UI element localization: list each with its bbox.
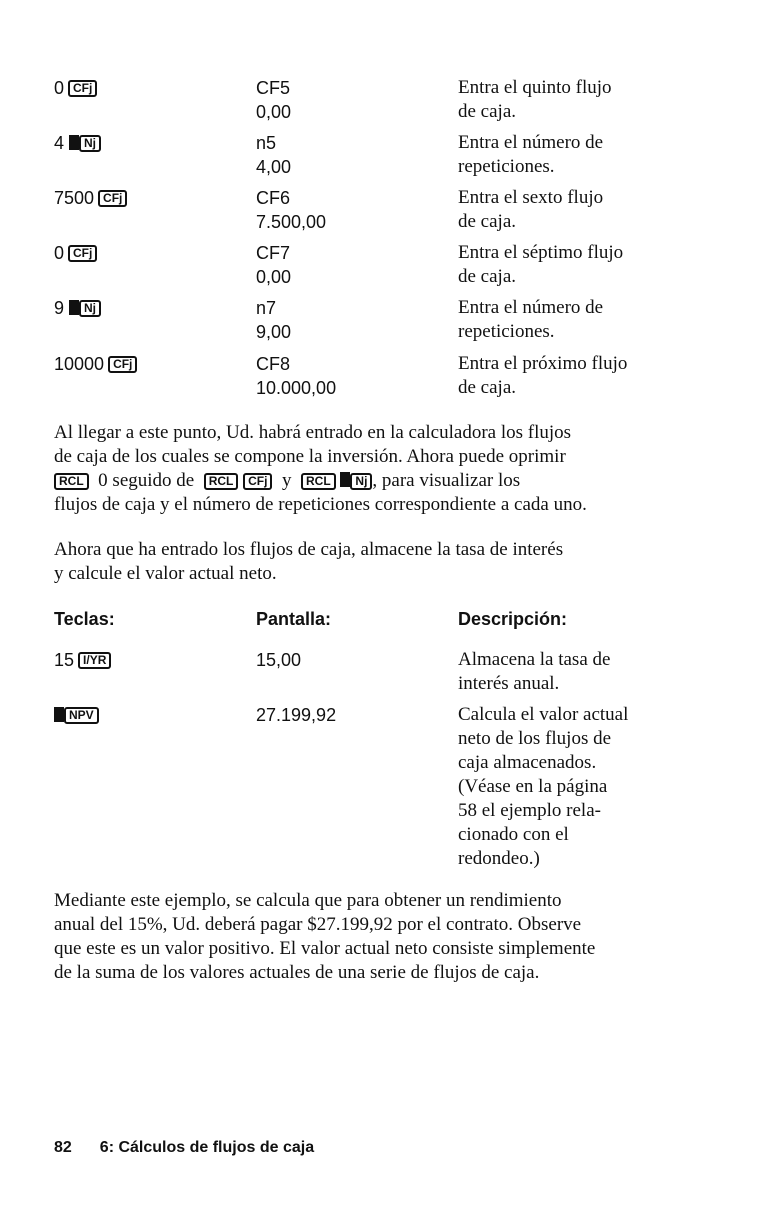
paragraph-intro xyxy=(54,538,672,586)
page-number: 82 xyxy=(54,1139,72,1156)
key-sequence xyxy=(54,703,99,727)
display-value xyxy=(256,241,291,289)
key-number: 7500 xyxy=(54,188,95,208)
description-line: (Véase en la página xyxy=(458,776,608,797)
paragraph-line: que este es un valor positivo. El valor actual neto consiste simplemente xyxy=(54,938,596,959)
text-fragment: 0 seguido de xyxy=(98,470,195,491)
paragraph-line: anual del 15%, Ud. deberá pagar $27.199,92 por el contrato. Observe xyxy=(54,914,582,935)
page-footer xyxy=(54,1139,314,1157)
display-value: 27.199,92 xyxy=(256,705,337,725)
key-sequence xyxy=(54,296,101,320)
description-line: repeticiones. xyxy=(458,321,555,342)
display-line: 10.000,00 xyxy=(256,378,337,398)
description-line: Calcula el valor actual xyxy=(458,704,629,725)
cfj-key: CFj xyxy=(68,245,97,262)
key-number: 0 xyxy=(54,243,65,263)
description-line: repeticiones. xyxy=(458,156,555,177)
description-line: interés anual. xyxy=(458,673,560,694)
description xyxy=(458,352,748,400)
paragraph-line: de caja de los cuales se compone la inversión. Ahora puede oprimir xyxy=(54,446,566,467)
cfj-key: CFj xyxy=(68,80,97,97)
key-sequence xyxy=(54,76,97,100)
rcl-key: RCL xyxy=(204,473,239,490)
description-line: de caja. xyxy=(458,101,517,122)
display-value xyxy=(256,352,336,400)
rcl-key: RCL xyxy=(301,473,336,490)
shift-key-icon xyxy=(69,135,79,150)
cfj-key: CFj xyxy=(108,356,137,373)
display-line: 7.500,00 xyxy=(256,212,327,232)
text-fragment: , para visualizar los xyxy=(372,470,521,491)
paragraph-conclusion xyxy=(54,889,672,985)
description xyxy=(458,241,748,289)
description xyxy=(458,76,748,124)
shift-key-icon xyxy=(340,472,350,487)
description xyxy=(458,648,748,696)
description xyxy=(458,186,748,234)
display-value xyxy=(256,296,291,344)
cfj-key: CFj xyxy=(243,473,272,490)
key-number: 4 xyxy=(54,133,65,153)
iyr-key: I/YR xyxy=(78,652,111,669)
description-line: Almacena la tasa de xyxy=(458,649,611,670)
display-line: CF7 xyxy=(256,243,291,263)
header-description: Descripción: xyxy=(458,609,568,629)
description xyxy=(458,703,748,871)
nj-key: Nj xyxy=(79,300,101,317)
description-line: Entra el séptimo flujo xyxy=(458,242,624,263)
display-line: 4,00 xyxy=(256,157,292,177)
key-sequence xyxy=(54,352,137,376)
chapter-title: 6: Cálculos de flujos de caja xyxy=(99,1139,315,1156)
paragraph-line: de la suma de los valores actuales de una serie de flujos de caja. xyxy=(54,962,540,983)
description-line: Entra el número de xyxy=(458,297,604,318)
description-line: de caja. xyxy=(458,377,517,398)
key-sequence xyxy=(54,241,97,265)
key-number: 10000 xyxy=(54,354,105,374)
key-number: 0 xyxy=(54,78,65,98)
description-line: Entra el sexto flujo xyxy=(458,187,604,208)
header-display: Pantalla: xyxy=(256,609,332,629)
header-keys: Teclas: xyxy=(54,609,115,629)
description xyxy=(458,296,748,344)
display-value xyxy=(256,186,326,234)
paragraph-instructions xyxy=(54,421,672,517)
paragraph-line: y calcule el valor actual neto. xyxy=(54,563,277,584)
description-line: Entra el próximo flujo xyxy=(458,353,628,374)
display-value: 15,00 xyxy=(256,650,302,670)
rcl-key: RCL xyxy=(54,473,89,490)
paragraph-line xyxy=(54,469,672,493)
key-sequence xyxy=(54,131,101,155)
description-line: redondeo.) xyxy=(458,848,540,869)
description-line: 58 el ejemplo rela- xyxy=(458,800,601,821)
display-line: 0,00 xyxy=(256,102,292,122)
description-line: de caja. xyxy=(458,211,517,232)
display-value xyxy=(256,76,291,124)
display-line: CF5 xyxy=(256,78,291,98)
display-line: CF6 xyxy=(256,188,291,208)
description-line: caja almacenados. xyxy=(458,752,597,773)
display-line: 9,00 xyxy=(256,322,292,342)
display-line: n7 xyxy=(256,298,277,318)
paragraph-line: Al llegar a este punto, Ud. habrá entrado en la calculadora los flujos xyxy=(54,422,572,443)
text-fragment: y xyxy=(281,470,292,491)
description-line: de caja. xyxy=(458,266,517,287)
description-line: Entra el quinto flujo xyxy=(458,77,612,98)
key-sequence xyxy=(54,186,127,210)
nj-key: Nj xyxy=(350,473,372,490)
display-line: CF8 xyxy=(256,354,291,374)
description-line: Entra el número de xyxy=(458,132,604,153)
npv-key: NPV xyxy=(64,707,99,724)
description-line: cionado con el xyxy=(458,824,569,845)
display-line: n5 xyxy=(256,133,277,153)
description-line: neto de los flujos de xyxy=(458,728,612,749)
nj-key: Nj xyxy=(79,135,101,152)
paragraph-line: Ahora que ha entrado los flujos de caja, almacene la tasa de interés xyxy=(54,539,564,560)
shift-key-icon xyxy=(69,300,79,315)
display-value xyxy=(256,131,291,179)
key-sequence xyxy=(54,648,111,672)
paragraph-line: Mediante este ejemplo, se calcula que para obtener un rendimiento xyxy=(54,890,562,911)
shift-key-icon xyxy=(54,707,64,722)
description xyxy=(458,131,748,179)
display-line: 0,00 xyxy=(256,267,292,287)
key-number: 15 xyxy=(54,650,75,670)
paragraph-line: flujos de caja y el número de repeticiones correspondiente a cada uno. xyxy=(54,494,587,515)
cfj-key: CFj xyxy=(98,190,127,207)
key-number: 9 xyxy=(54,298,65,318)
